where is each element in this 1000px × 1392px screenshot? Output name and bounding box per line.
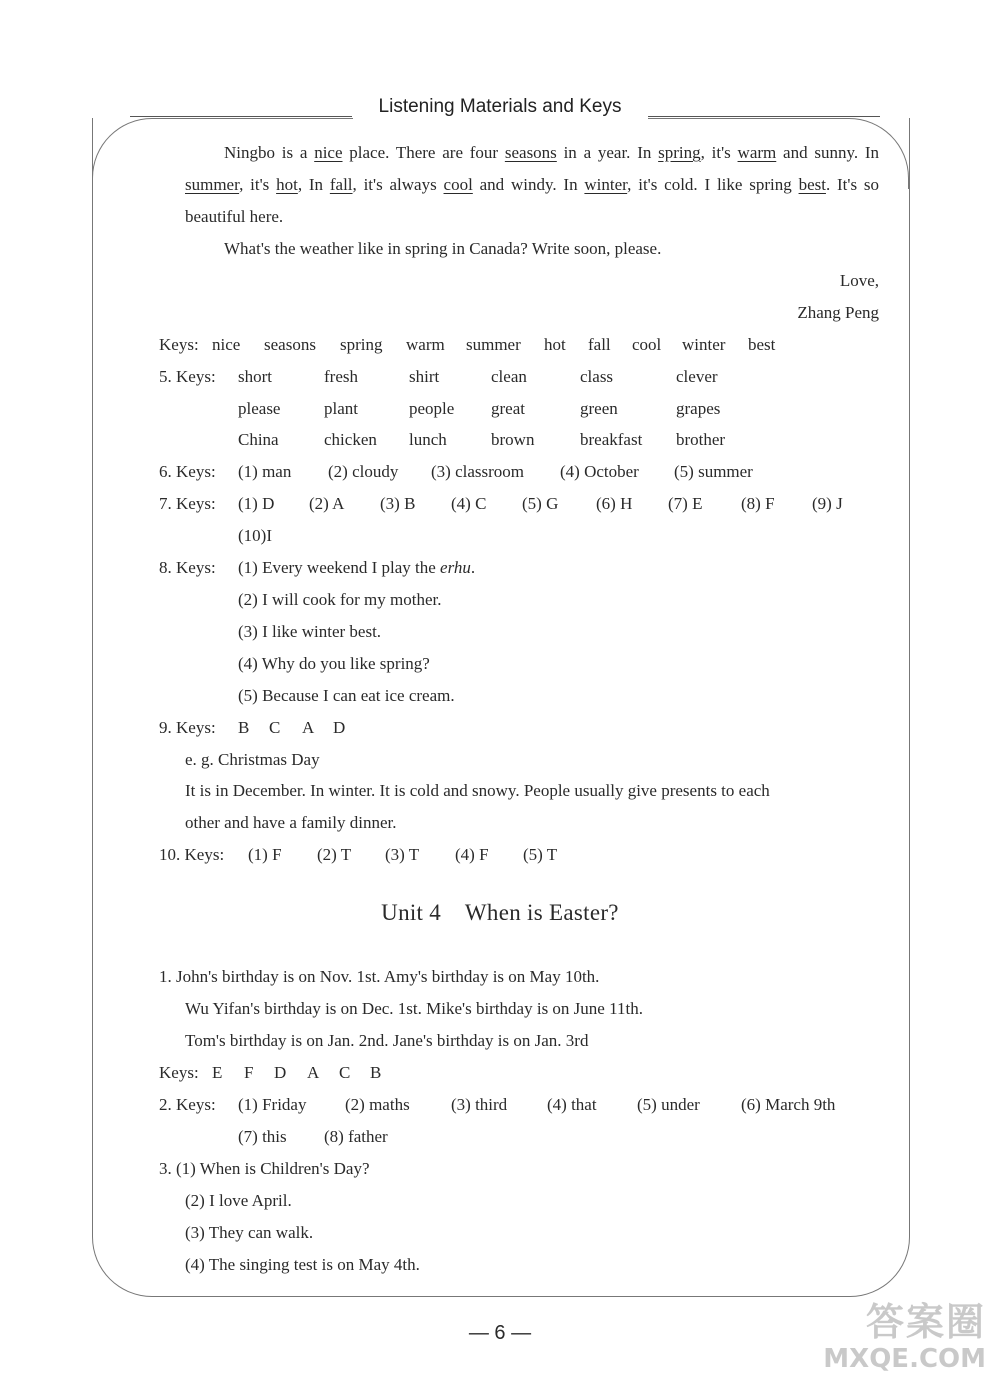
page-number: — 6 — (468, 1322, 532, 1344)
blank-answer: spring (658, 143, 701, 162)
blank-answer: summer (185, 175, 240, 194)
unit-title: Unit 4 When is Easter? (381, 900, 619, 925)
blank-answer: warm (737, 143, 777, 162)
letter-paragraph-2: What's the weather like in spring in Canada? Write soon, please. (224, 239, 662, 258)
blank-answer: fall (329, 175, 353, 194)
header-rule-right (648, 116, 880, 117)
blank-answer: nice (314, 143, 343, 162)
blank-answer: cool (443, 175, 473, 194)
watermark-logo: 答案圈 MXQE.COM (823, 1300, 986, 1374)
blank-answer: hot (276, 175, 298, 194)
letter-signature: Zhang Peng (797, 303, 879, 322)
letter-paragraph-1: Ningbo is a nice place. There are four seasons in a year. In spring, it's warm and sunny. In summer, it's hot, In fall, it's always cool and windy. In winter, it's cold. I like spring best. It's so beautiful here. (185, 143, 880, 226)
blank-answer: winter (584, 175, 628, 194)
letter-closing: Love, (839, 271, 879, 290)
blank-answer: seasons (504, 143, 557, 162)
blank-answer: best (798, 175, 826, 194)
header-title: Listening Materials and Keys (378, 96, 622, 117)
